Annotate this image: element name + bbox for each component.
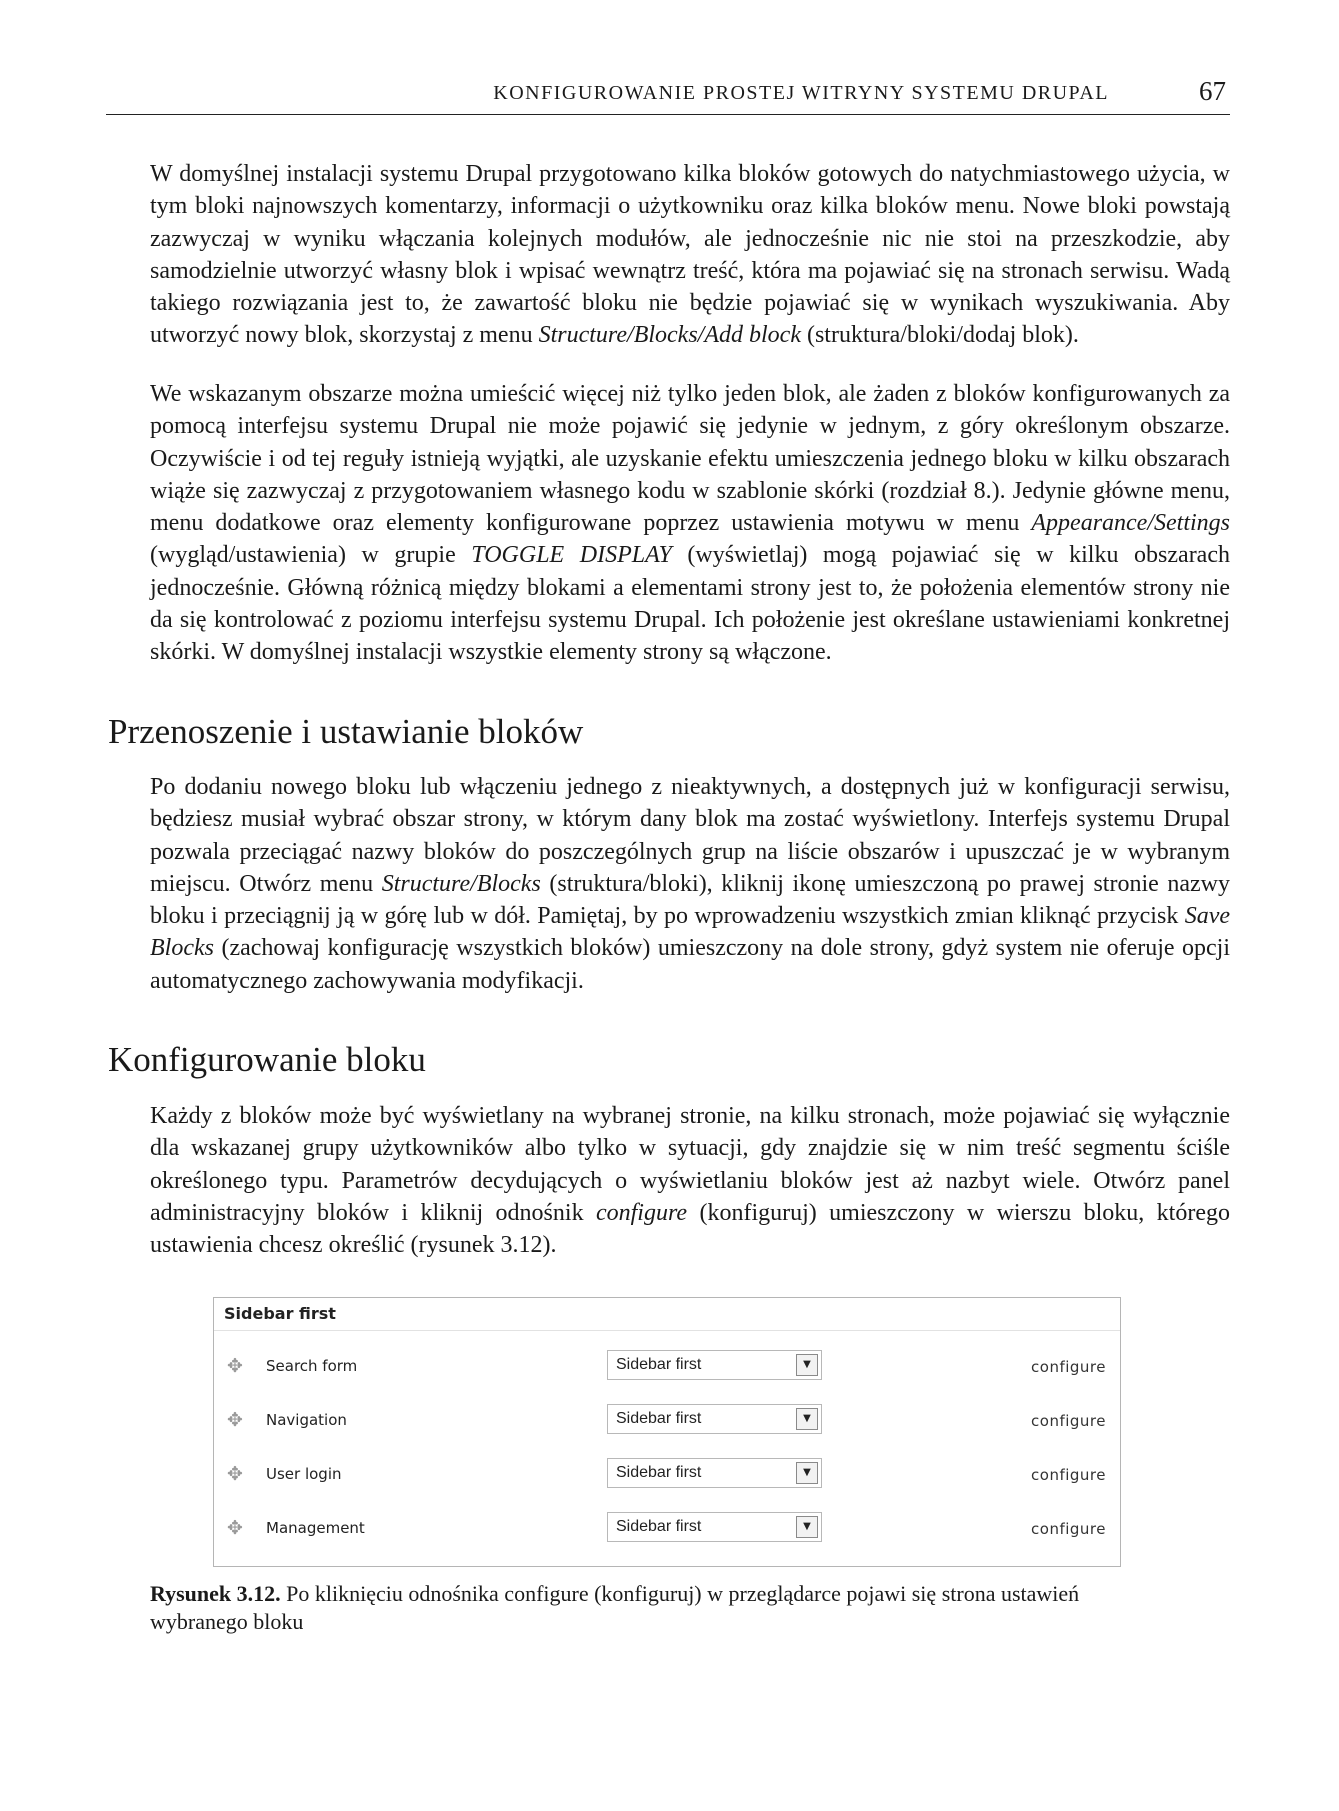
paragraph-1 <box>150 158 1230 352</box>
configure-link[interactable]: configure <box>1031 1466 1106 1484</box>
block-label: Search form <box>266 1357 358 1375</box>
menu-path-structure-blocks: Structure/Blocks <box>381 870 541 897</box>
block-label: Navigation <box>266 1411 347 1429</box>
region-select[interactable] <box>607 1350 822 1380</box>
paragraph-1-text-b: (struktura/bloki/dodaj blok). <box>800 322 1079 349</box>
block-row <box>214 1504 1120 1558</box>
region-select-value: Sidebar first <box>616 1518 702 1535</box>
move-cross-icon[interactable]: ✥ <box>227 1355 243 1377</box>
region-select[interactable] <box>607 1512 822 1542</box>
block-row <box>214 1450 1120 1504</box>
menu-path-add-block: Structure/Blocks/Add block <box>538 322 801 349</box>
link-name-configure: configure <box>595 1199 688 1226</box>
region-select-value: Sidebar first <box>616 1356 702 1373</box>
running-head-title: KONFIGUROWANIE PROSTEJ WITRYNY SYSTEMU DRUPAL <box>493 82 1109 104</box>
paragraph-3-text-b: (struktura/bloki), kliknij ikonę umieszczoną po prawej stronie nazwy bloku i przeciągnij ją w górę lub w dół. Pamiętaj, by po wprowadzeniu wszystkich zmian kliknąć przycisk <box>150 870 1230 930</box>
button-name-save-blocks: Save Blocks <box>150 903 1230 962</box>
block-label: User login <box>266 1465 342 1483</box>
paragraph-3-text-c: (zachowaj konfigurację wszystkich bloków) umieszczony na dole strony, gdyż system nie oferuje opcji automatycznego zachowywania modyfikacji. <box>150 935 1230 994</box>
block-row <box>214 1342 1120 1396</box>
region-title: Sidebar first <box>224 1304 336 1323</box>
paragraph-2-text-b: (wygląd/ustawienia) w grupie <box>150 542 472 569</box>
paragraph-2-text-c: (wyświetlaj) mogą pojawiać się w kilku obszarach jednocześnie. Główną różnicą między blokami a elementami strony jest to, że położenia elementów strony nie da się kontrolować z poziomu interfejsu systemu Drupal. Ich położenie jest określane ustawieniami konkretnej skórki. W domyślnej instalacji wszystkie elementy strony są włączone. <box>150 542 1230 666</box>
configure-link[interactable]: configure <box>1031 1412 1106 1430</box>
running-head <box>106 76 1230 115</box>
section-heading-configuring-block: Konfigurowanie bloku <box>108 1040 426 1079</box>
move-cross-icon[interactable]: ✥ <box>227 1463 243 1485</box>
group-toggle-display: TOGGLE DISPLAY <box>471 542 672 569</box>
move-cross-icon[interactable]: ✥ <box>227 1517 243 1539</box>
caption-text: Po kliknięciu odnośnika configure (konfiguruj) w przeglądarce pojawi się strona ustawień wybranego bloku <box>150 1581 1080 1634</box>
region-select[interactable] <box>607 1458 822 1488</box>
paragraph-4-text-a: Każdy z bloków może być wyświetlany na wybranej stronie, na kilku stronach, może pojawiać się wyłącznie dla wskazanej grupy użytkowników albo tylko w sytuacji, gdy znajdzie się w nim treść segmentu ściśle określonego typu. Parametrów decydujących o wyświetlaniu bloków jest aż nazbyt wiele. Otwórz panel administracyjny bloków i kliknij odnośnik <box>150 1103 1230 1226</box>
chevron-down-icon[interactable]: ▼ <box>796 1354 818 1376</box>
header-divider <box>214 1330 1120 1331</box>
block-row <box>214 1396 1120 1450</box>
paragraph-2 <box>150 378 1230 669</box>
paragraph-3 <box>150 771 1230 997</box>
paragraph-2-text-a: We wskazanym obszarze można umieścić więcej niż tylko jeden blok, ale żaden z bloków konfigurowanych za pomocą interfejsu systemu Drupal nie może pojawić się jedynie w jednym, z góry określonym obszarze. Oczywiście i od tej reguły istnieją wyjątki, ale uzyskanie efektu umieszczenia jednego bloku w kilku obszarach wiąże się zazwyczaj z przygotowaniem własnego kodu w szablonie skórki (rozdział 8.). Jedynie główne menu, menu dodatkowe oraz elementy konfigurowane poprzez ustawienia motywu w menu <box>150 381 1230 537</box>
region-select-value: Sidebar first <box>616 1410 702 1427</box>
page-number: 67 <box>1199 76 1226 106</box>
region-select[interactable] <box>607 1404 822 1434</box>
move-cross-icon[interactable]: ✥ <box>227 1409 243 1431</box>
paragraph-1-text-a: W domyślnej instalacji systemu Drupal przygotowano kilka bloków gotowych do natychmiastowego użycia, w tym bloki najnowszych komentarzy, informacji o użytkowniku oraz kilka bloków menu. Nowe bloki powstają zazwyczaj w wyniku włączania kolejnych modułów, ale jednocześnie nic nie stoi na przeszkodzie, aby samodzielnie utworzyć własny blok i wpisać wewnątrz treść, która ma pojawiać się na stronach serwisu. Wadą takiego rozwiązania jest to, że zawartość bloku nie będzie pojawiać się w wynikach wyszukiwania. Aby utworzyć nowy blok, skorzystaj z menu <box>150 161 1230 349</box>
caption-label: Rysunek 3.12. <box>150 1581 281 1606</box>
region-select-value: Sidebar first <box>616 1464 702 1481</box>
block-label: Management <box>266 1519 365 1537</box>
paragraph-4 <box>150 1100 1230 1261</box>
chevron-down-icon[interactable]: ▼ <box>796 1408 818 1430</box>
figure-caption <box>150 1580 1110 1636</box>
figure-block-list <box>213 1297 1121 1567</box>
configure-link[interactable]: configure <box>1031 1520 1106 1538</box>
paragraph-3-text-a: Po dodaniu nowego bloku lub włączeniu jednego z nieaktywnych, a dostępnych już w konfiguracji serwisu, będziesz musiał wybrać obszar strony, w którym dany blok ma zostać wyświetlony. Interfejs systemu Drupal pozwala przeciągać nazwy bloków do poszczególnych grup na liście obszarów i upuszczać je w wybranym miejscu. Otwórz menu <box>150 774 1230 897</box>
configure-link[interactable]: configure <box>1031 1358 1106 1376</box>
chevron-down-icon[interactable]: ▼ <box>796 1516 818 1538</box>
section-heading-moving-blocks: Przenoszenie i ustawianie bloków <box>108 712 584 751</box>
chevron-down-icon[interactable]: ▼ <box>796 1462 818 1484</box>
paragraph-4-text-b: (konfiguruj) umieszczony w wierszu bloku, którego ustawienia chcesz określić (rysunek 3.12). <box>150 1199 1230 1259</box>
menu-path-appearance-settings: Appearance/Settings <box>1031 510 1230 537</box>
